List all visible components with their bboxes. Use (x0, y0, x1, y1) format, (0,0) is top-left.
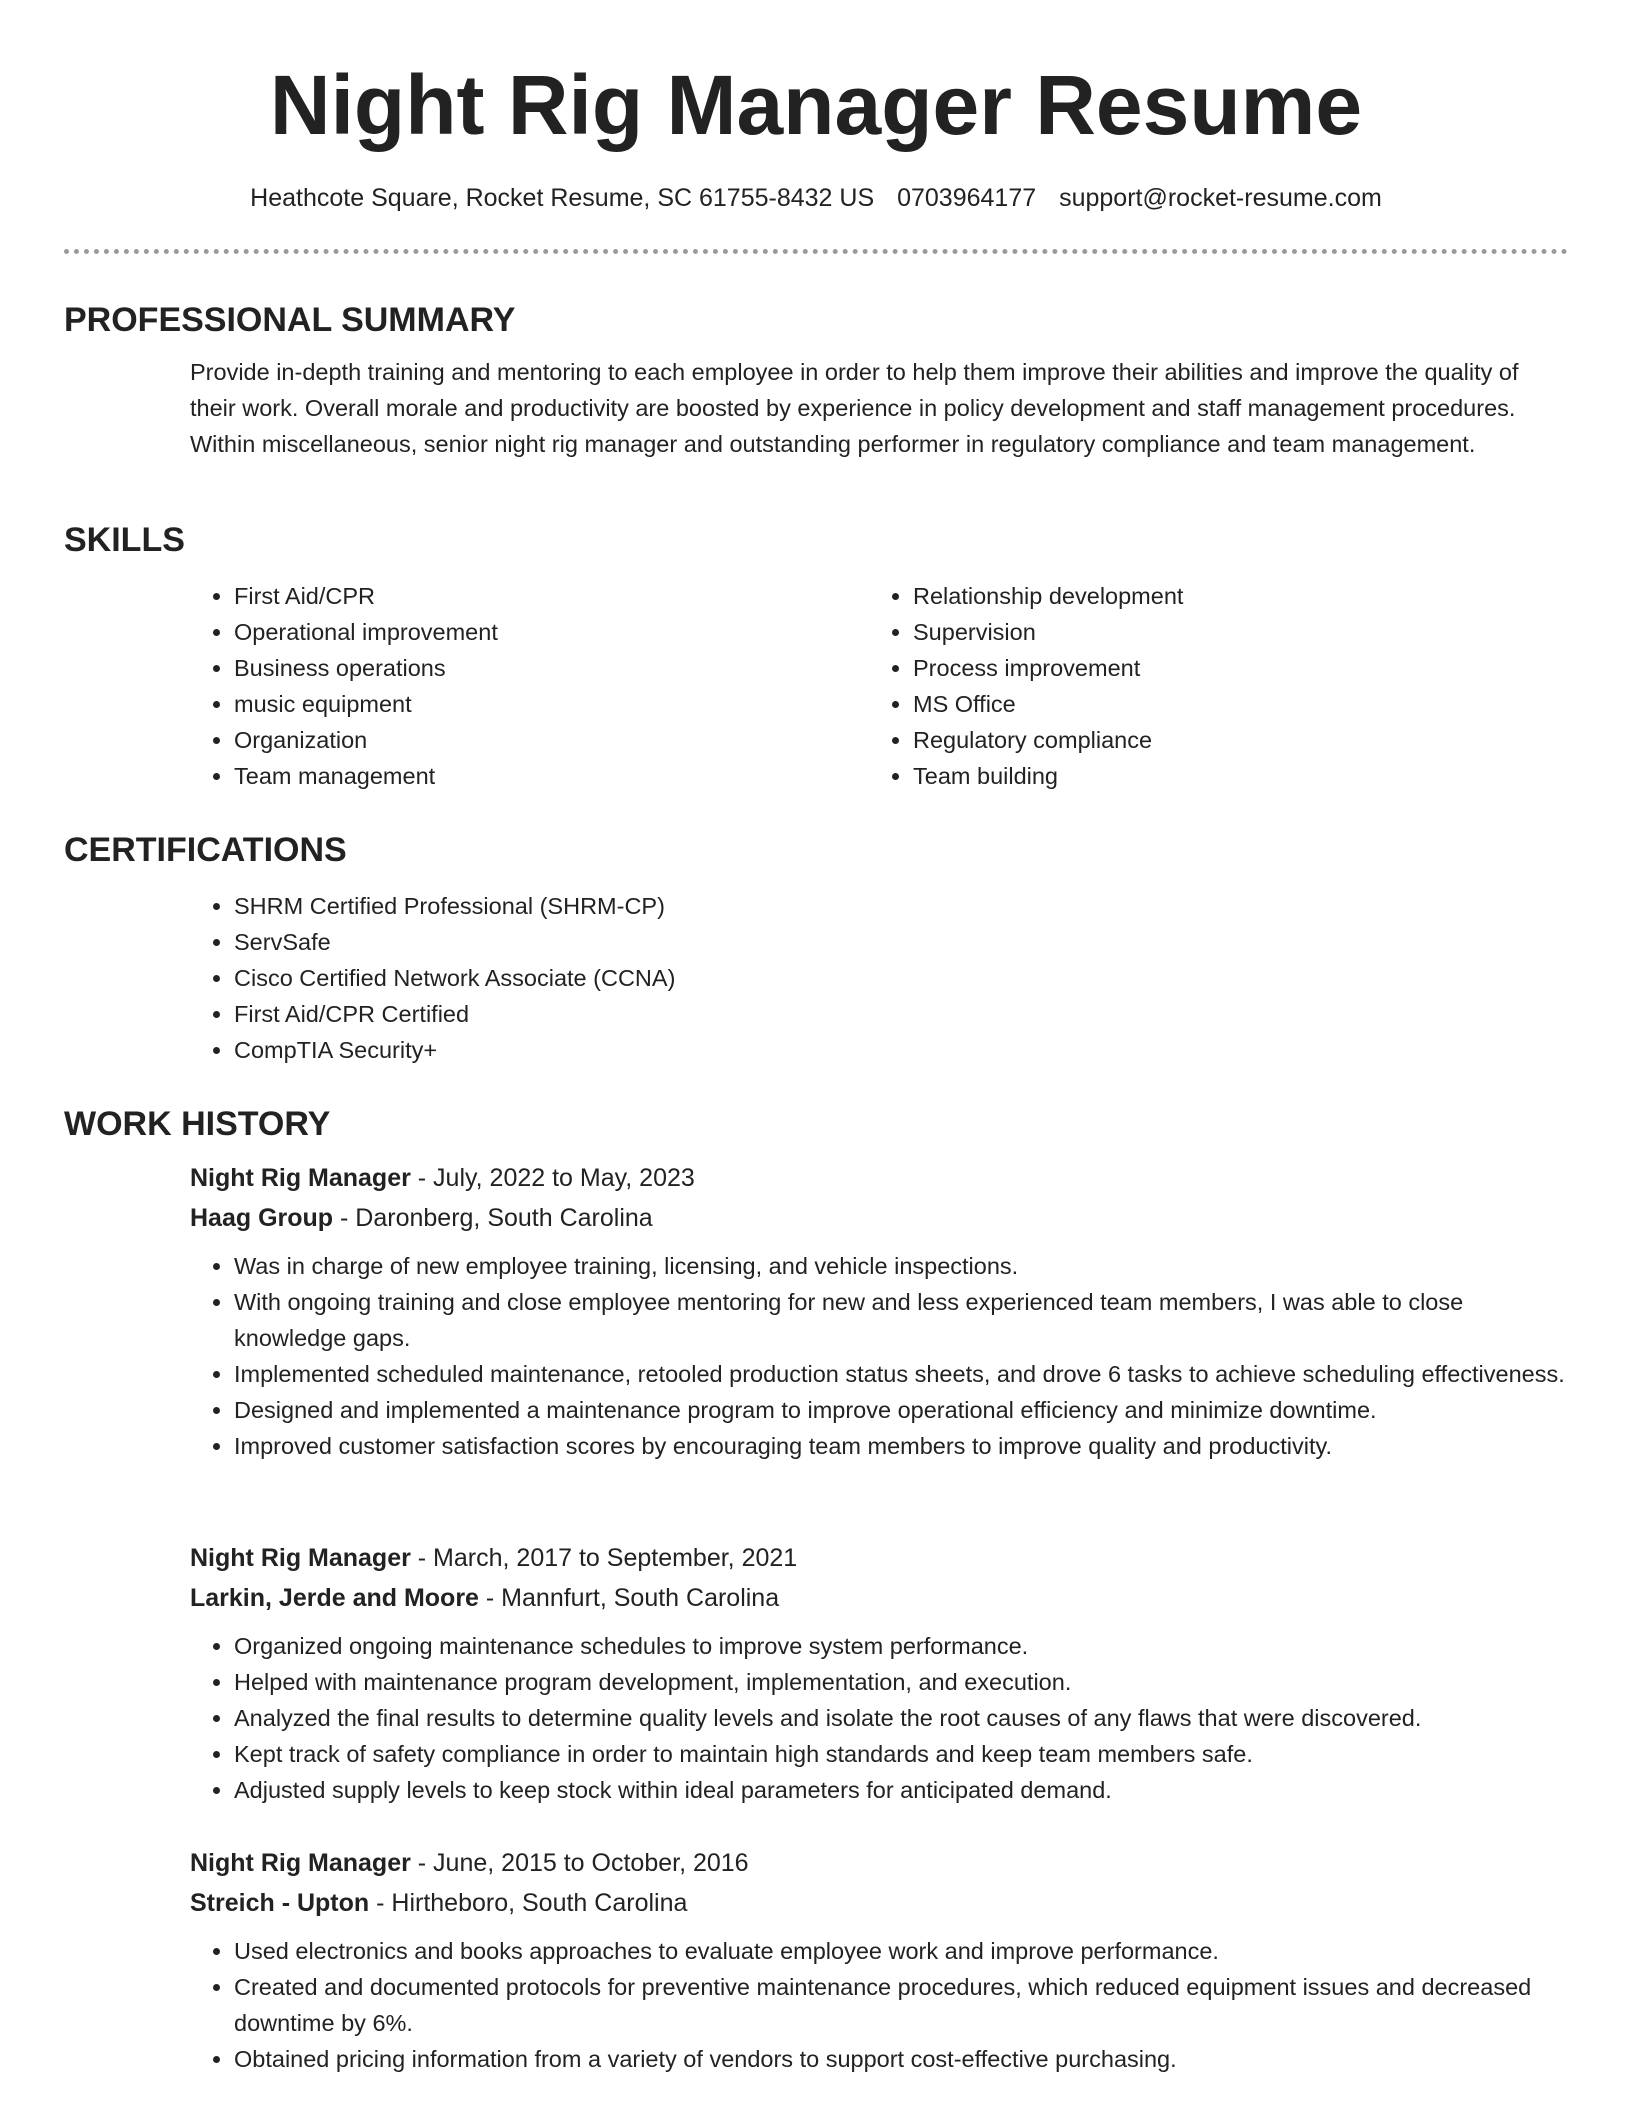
job-location: - Mannfurt, South Carolina (478, 1584, 780, 1612)
skill-item: • Supervision (913, 614, 1548, 650)
job-entry (190, 1158, 1568, 1538)
skill-item: • music equipment (234, 686, 869, 722)
job-title: Night Rig Manager (190, 1849, 411, 1877)
resume-title: Night Rig Manager Resume (269, 58, 1363, 152)
certification-item: • SHRM Certified Professional (SHRM-CP) (234, 888, 1568, 924)
job-bullet: • With ongoing training and close employee mentoring for new and less experienced team members, I was able to close knowledge gaps. (234, 1284, 1568, 1356)
job-bullet: • Designed and implemented a maintenance program to improve operational efficiency and minimize downtime. (234, 1392, 1568, 1428)
skills-grid (190, 578, 1568, 794)
certification-item: • ServSafe (234, 924, 1568, 960)
job-company: Larkin, Jerde and Moore (190, 1584, 479, 1612)
job-bullet: • Helped with maintenance program development, implementation, and execution. (234, 1664, 1568, 1700)
job-company-line (190, 1883, 1568, 1923)
skill-item: • Operational improvement (234, 614, 869, 650)
job-title: Night Rig Manager (190, 1544, 411, 1572)
skill-item: • Organization (234, 722, 869, 758)
work-history-section (64, 1096, 1568, 2077)
job-bullet: • Used electronics and books approaches to evaluate employee work and improve performance. (234, 1933, 1568, 1969)
contact-phone: 0703964177 (897, 184, 1037, 212)
job-bullet: • Created and documented protocols for preventive maintenance procedures, which reduced equipment issues and decreased downtime by 6%. (234, 1969, 1568, 2041)
job-bullet: • Organized ongoing maintenance schedules to improve system performance. (234, 1628, 1568, 1664)
contact-email[interactable]: support@rocket-resume.com (1059, 184, 1382, 212)
job-company-line (190, 1578, 1568, 1618)
skills-section (64, 512, 1568, 822)
skill-item: • Team management (234, 758, 869, 794)
job-title-line (190, 1538, 1568, 1578)
skill-item: • Process improvement (913, 650, 1548, 686)
job-bullet: • Was in charge of new employee training, licensing, and vehicle inspections. (234, 1248, 1568, 1284)
summary-heading: PROFESSIONAL SUMMARY (64, 301, 516, 339)
job-bullet: • Implemented scheduled maintenance, retooled production status sheets, and drove 6 tasks to achieve scheduling effectiveness. (234, 1356, 1568, 1392)
job-bullet-list (190, 1933, 1568, 2077)
job-bullet: • Adjusted supply levels to keep stock within ideal parameters for anticipated demand. (234, 1772, 1568, 1808)
job-entry (190, 1538, 1568, 1843)
job-dates: - March, 2017 to September, 2021 (410, 1544, 798, 1572)
header-divider (64, 249, 1568, 254)
contact-line (0, 180, 1632, 216)
job-bullet-list (190, 1628, 1568, 1808)
job-bullet: • Kept track of safety compliance in order to maintain high standards and keep team members safe. (234, 1736, 1568, 1772)
job-bullet-list (190, 1248, 1568, 1464)
job-title: Night Rig Manager (190, 1164, 411, 1192)
resume-content (64, 292, 1568, 2077)
skill-item: • First Aid/CPR (234, 578, 869, 614)
work-history-heading: WORK HISTORY (64, 1105, 331, 1143)
certifications-heading: CERTIFICATIONS (64, 831, 347, 869)
job-title-line (190, 1843, 1568, 1883)
job-dates: - July, 2022 to May, 2023 (410, 1164, 695, 1192)
job-bullet: • Improved customer satisfaction scores by encouraging team members to improve quality and productivity. (234, 1428, 1568, 1464)
skill-item: • MS Office (913, 686, 1548, 722)
skill-item: • Team building (913, 758, 1548, 794)
job-entry (190, 1843, 1568, 2077)
job-location: - Daronberg, South Carolina (333, 1204, 653, 1232)
certifications-section (64, 822, 1568, 1096)
certification-item: • Cisco Certified Network Associate (CCNA) (234, 960, 1568, 996)
job-company: Streich - Upton (190, 1889, 370, 1917)
certification-item: • First Aid/CPR Certified (234, 996, 1568, 1032)
skill-item: • Regulatory compliance (913, 722, 1548, 758)
skills-column-left (190, 578, 869, 794)
certifications-list (190, 888, 1568, 1068)
certification-item: • CompTIA Security+ (234, 1032, 1568, 1068)
job-company-line (190, 1198, 1568, 1238)
summary-section (64, 292, 1568, 512)
job-location: - Hirtheboro, South Carolina (369, 1889, 688, 1917)
job-bullet: • Analyzed the final results to determine quality levels and isolate the root causes of any flaws that were discovered. (234, 1700, 1568, 1736)
summary-text: Provide in-depth training and mentoring to each employee in order to help them improve their abilities and improve the quality of their work. Overall morale and productivity are boosted by experience in policy development and staff management procedures. Within miscellaneous, senior night rig manager and outstanding performer in regulatory compliance and team management. (190, 359, 1519, 457)
job-dates: - June, 2015 to October, 2016 (410, 1849, 749, 1877)
skill-item: • Relationship development (913, 578, 1548, 614)
skills-heading: SKILLS (64, 521, 185, 559)
job-title-line (190, 1158, 1568, 1198)
job-company: Haag Group (190, 1204, 334, 1232)
contact-address: Heathcote Square, Rocket Resume, SC 61755-8432 US (250, 184, 875, 212)
job-bullet: • Obtained pricing information from a variety of vendors to support cost-effective purchasing. (234, 2041, 1568, 2077)
skills-column-right (869, 578, 1548, 794)
skill-item: • Business operations (234, 650, 869, 686)
